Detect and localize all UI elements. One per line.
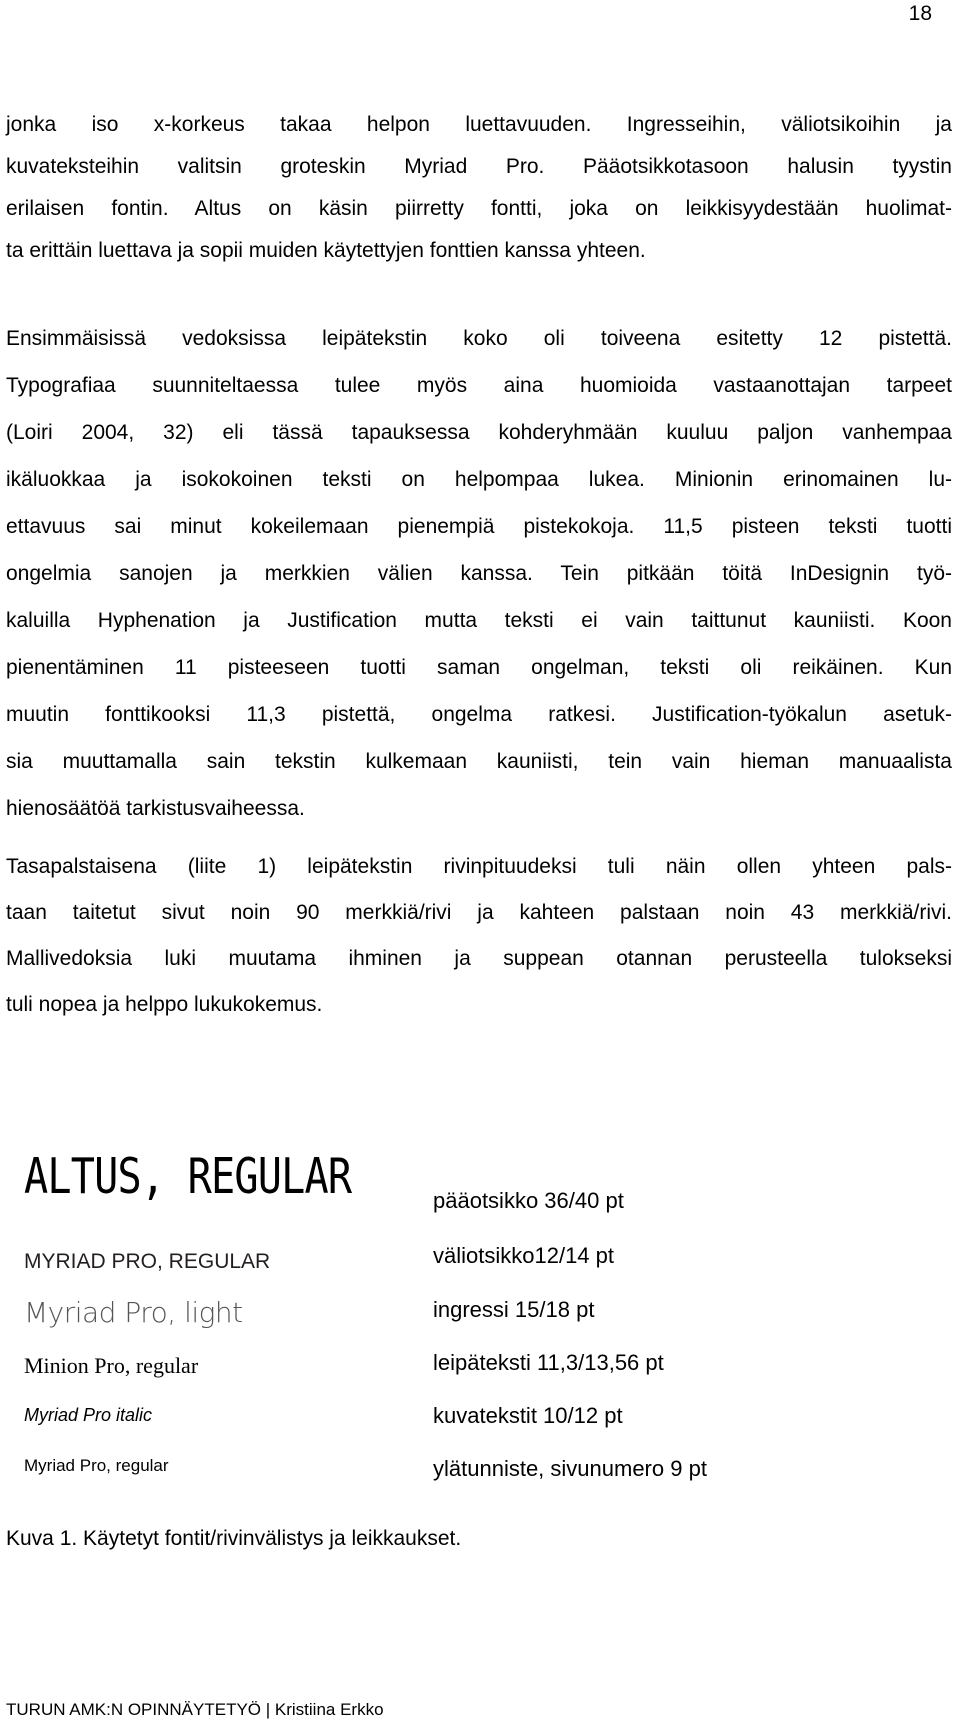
paragraph-line: sia muuttamalla sain tekstin kulkemaan kauniisti, tein vain hieman manuaalista	[6, 750, 952, 773]
paragraph-line: kaluilla Hyphenation ja Justification mutta teksti ei vain taittunut kauniisti. Koon	[6, 609, 952, 632]
paragraph-line: ettavuus sai minut kokeilemaan pienempiä pistekokoja. 11,5 pisteen teksti tuotti	[6, 515, 952, 538]
page-number: 18	[908, 2, 932, 25]
paragraph-line: muutin fonttikooksi 11,3 pistettä, ongelma ratkesi. Justification-työkalun asetuk-	[6, 703, 952, 726]
body-paragraph-2	[6, 315, 952, 832]
paragraph-line: taan taitetut sivut noin 90 merkkiä/rivi ja kahteen palstaan noin 43 merkkiä/rivi.	[6, 901, 952, 924]
paragraph-line: tuli nopea ja helppo lukukokemus.	[6, 993, 323, 1016]
size-heading: pääotsikko 36/40 pt	[433, 1188, 624, 1213]
paragraph-line: Mallivedoksia luki muutama ihminen ja suppean otannan perusteella tulokseksi	[6, 947, 952, 970]
font-sample-myriad-regular-caps: MYRIAD PRO, REGULAR	[24, 1250, 271, 1273]
font-specimen-figure	[18, 1138, 948, 1508]
paragraph-line: erilaisen fontin. Altus on käsin piirretty fontti, joka on leikkisyydestään huolimat-	[6, 197, 952, 220]
figure-caption: Kuva 1. Käytetyt fontit/rivinvälistys ja leikkaukset.	[6, 1527, 462, 1550]
font-sample-myriad-regular: Myriad Pro, regular	[24, 1456, 169, 1475]
paragraph-line: Tasapalstaisena (liite 1) leipätekstin rivinpituudeksi tuli näin ollen yhteen pals-	[6, 855, 952, 878]
size-lead: ingressi 15/18 pt	[433, 1297, 595, 1322]
paragraph-line: ikäluokkaa ja isokokoinen teksti on helpompaa lukea. Minionin erinomainen lu-	[6, 468, 952, 491]
size-header-pagenumber: ylätunniste, sivunumero 9 pt	[433, 1456, 707, 1481]
font-samples-column	[24, 1138, 424, 1508]
body-paragraph-1	[6, 104, 952, 272]
font-sample-myriad-italic: Myriad Pro italic	[24, 1405, 153, 1425]
font-sample-altus: ALTUS, REGULAR	[24, 1148, 352, 1205]
paragraph-line: Ensimmäisissä vedoksissa leipätekstin koko oli toiveena esitetty 12 pistettä.	[6, 327, 952, 350]
size-subheading: väliotsikko12/14 pt	[433, 1243, 614, 1268]
paragraph-line: hienosäätöä tarkistusvaiheessa.	[6, 797, 305, 820]
paragraph-line: ongelmia sanojen ja merkkien välien kanssa. Tein pitkään töitä InDesignin työ-	[6, 562, 952, 585]
body-paragraph-3	[6, 844, 952, 1028]
paragraph-line: pienentäminen 11 pisteeseen tuotti saman ongelman, teksti oli reikäinen. Kun	[6, 656, 952, 679]
size-captions: kuvatekstit 10/12 pt	[433, 1403, 623, 1428]
paragraph-line: (Loiri 2004, 32) eli tässä tapauksessa kohderyhmään kuuluu paljon vanhempaa	[6, 421, 952, 444]
paragraph-line: ta erittäin luettava ja sopii muiden käytettyjen fonttien kanssa yhteen.	[6, 239, 646, 262]
paragraph-line: kuvateksteihin valitsin groteskin Myriad Pro. Pääotsikkotasoon halusin tyystin	[6, 155, 952, 178]
font-sample-minion: Minion Pro, regular	[24, 1353, 199, 1378]
size-body: leipäteksti 11,3/13,56 pt	[433, 1350, 664, 1375]
paragraph-line: Typografiaa suunniteltaessa tulee myös aina huomioida vastaanottajan tarpeet	[6, 374, 952, 397]
paragraph-line: jonka iso x-korkeus takaa helpon luettavuuden. Ingresseihin, väliotsikoihin ja	[6, 113, 952, 136]
font-sizes-column	[433, 1138, 933, 1508]
page-footer: TURUN AMK:N OPINNÄYTETYÖ | Kristiina Erkko	[6, 1700, 384, 1719]
font-sample-myriad-light: Myriad Pro, light	[24, 1296, 243, 1329]
